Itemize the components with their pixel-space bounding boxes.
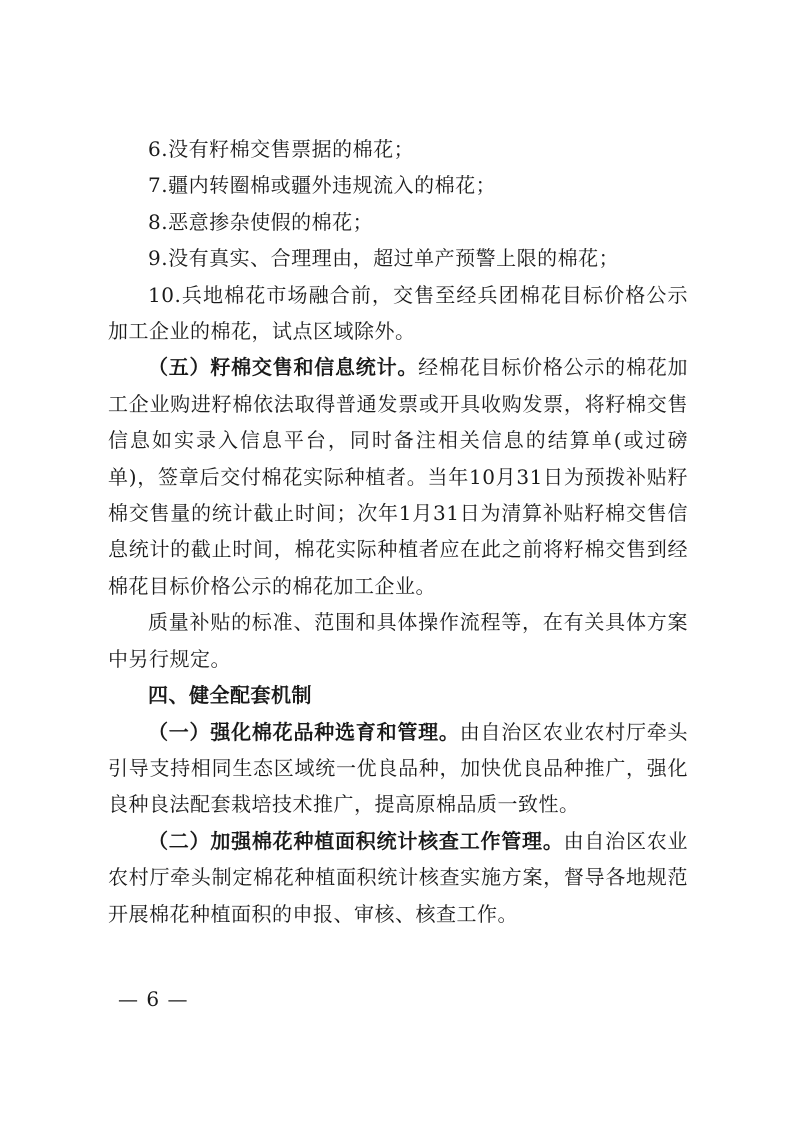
body-text bbox=[108, 131, 688, 932]
sub-1-paragraph bbox=[108, 714, 688, 823]
section-5-paragraph bbox=[108, 349, 688, 604]
list-item: 10.兵地棉花市场融合前，交售至经兵团棉花目标价格公示加工企业的棉花，试点区域除外。 bbox=[108, 282, 688, 344]
chapter-4-heading: 四、健全配套机制 bbox=[148, 683, 312, 708]
list-item: 9.没有真实、合理理由，超过单产预警上限的棉花； bbox=[148, 246, 620, 271]
section-5-body: 经棉花目标价格公示的棉花加工企业购进籽棉依法取得普通发票或开具收购发票，将籽棉交售信息如实录入信息平台，同时备注相关信息的结算单(或过磅单)，签章后交付棉花实际种植者。当年10月31日为预拨补贴籽棉交售量的统计截止时间；次年1月31日为清算补贴籽棉交售信息统计的截止时间，棉花实际种植者应在此之前将籽棉交售到经棉花目标价格公示的棉花加工企业。 bbox=[108, 355, 689, 598]
sub-2-title: （二）加强棉花种植面积统计核查工作管理。 bbox=[148, 828, 564, 853]
list-item: 8.恶意掺杂使假的棉花； bbox=[148, 209, 374, 234]
sub-1-title: （一）强化棉花品种选育和管理。 bbox=[148, 719, 460, 744]
quality-note: 质量补贴的标准、范围和具体操作流程等，在有关具体方案中另行规定。 bbox=[108, 610, 688, 671]
list-item: 7.疆内转圈棉或疆外违规流入的棉花； bbox=[148, 173, 497, 198]
sub-1-body: 由自治区农业农村厅牵头引导支持相同生态区域统一优良品种，加快优良品种推广，强化良种良法配套栽培技术推广，提高原棉品质一致性。 bbox=[108, 719, 689, 817]
section-5-title: （五）籽棉交售和信息统计。 bbox=[148, 355, 419, 380]
list-item: 6.没有籽棉交售票据的棉花； bbox=[148, 137, 415, 161]
page-number: — 6 — bbox=[118, 987, 189, 1011]
sub-2-body: 由自治区农业农村厅牵头制定棉花种植面积统计核查实施方案，督导各地规范开展棉花种植面积的申报、审核、核查工作。 bbox=[108, 828, 689, 926]
sub-2-paragraph bbox=[108, 823, 688, 932]
